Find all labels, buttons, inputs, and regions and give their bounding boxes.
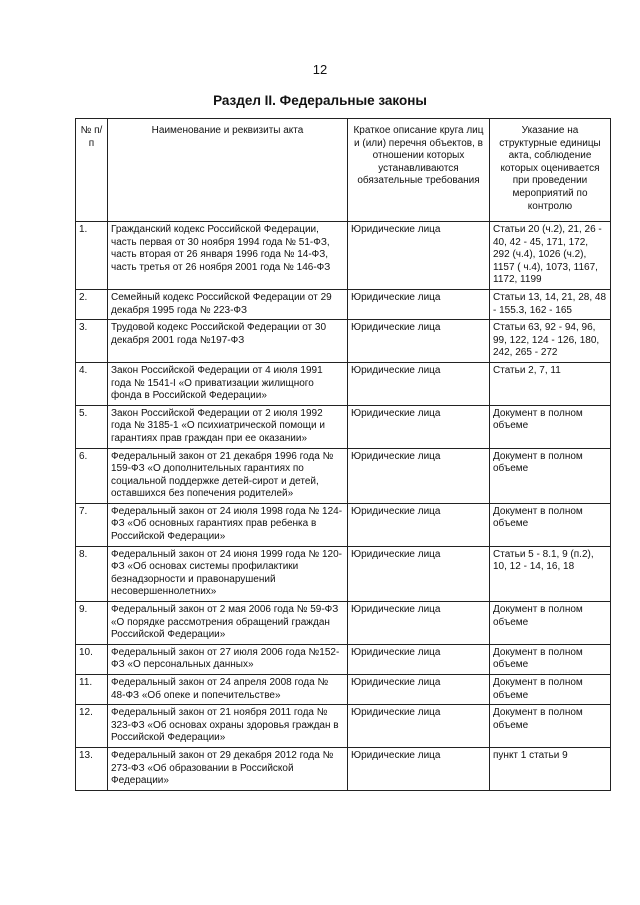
row-number: 2. — [76, 289, 108, 319]
row-number: 4. — [76, 362, 108, 405]
row-number: 12. — [76, 705, 108, 748]
act-name: Федеральный закон от 21 декабря 1996 года № 159-ФЗ «О дополнительных гарантиях по социальной поддержке детей-сирот и детей, оставшихся без попечения родителей» — [108, 448, 348, 503]
act-name: Федеральный закон от 21 ноября 2011 года № 323-ФЗ «Об основах охраны здоровья граждан в Российской Федерации» — [108, 705, 348, 748]
table-row — [76, 222, 611, 290]
act-scope: Статьи 63, 92 - 94, 96, 99, 122, 124 - 126, 180, 242, 265 - 272 — [490, 320, 611, 363]
act-name: Федеральный закон от 24 июня 1999 года № 120-ФЗ «Об основах системы профилактики безнадзорности и правонарушений несовершеннолетних» — [108, 546, 348, 601]
section-title: Раздел II. Федеральные законы — [213, 93, 427, 108]
table-row — [76, 546, 611, 601]
table-header-row — [76, 119, 611, 222]
act-description: Юридические лица — [348, 602, 490, 645]
act-name: Семейный кодекс Российской Федерации от 29 декабря 1995 года № 223-ФЗ — [108, 289, 348, 319]
row-number: 9. — [76, 602, 108, 645]
act-scope: Документ в полном объеме — [490, 405, 611, 448]
table-row — [76, 503, 611, 546]
act-scope: Статьи 5 - 8.1, 9 (п.2), 10, 12 - 14, 16, 18 — [490, 546, 611, 601]
row-number: 11. — [76, 675, 108, 705]
federal-laws-table — [75, 118, 611, 791]
act-description: Юридические лица — [348, 289, 490, 319]
act-name: Федеральный закон от 2 мая 2006 года № 59-ФЗ «О порядке рассмотрения обращений граждан Российской Федерации» — [108, 602, 348, 645]
row-number: 1. — [76, 222, 108, 290]
act-scope: Документ в полном объеме — [490, 503, 611, 546]
act-scope: Документ в полном объеме — [490, 705, 611, 748]
act-description: Юридические лица — [348, 705, 490, 748]
act-scope: Документ в полном объеме — [490, 602, 611, 645]
act-name: Закон Российской Федерации от 4 июля 1991 года № 1541-I «О приватизации жилищного фонда в Российской Федерации» — [108, 362, 348, 405]
header-act-name: Наименование и реквизиты акта — [108, 119, 348, 222]
act-scope: Статьи 13, 14, 21, 28, 48 - 155.3, 162 - 165 — [490, 289, 611, 319]
page-number: 12 — [312, 62, 328, 77]
row-number: 10. — [76, 644, 108, 674]
row-number: 6. — [76, 448, 108, 503]
act-description: Юридические лица — [348, 675, 490, 705]
act-scope: Документ в полном объеме — [490, 448, 611, 503]
table-row — [76, 675, 611, 705]
act-description: Юридические лица — [348, 448, 490, 503]
act-name: Федеральный закон от 24 июля 1998 года № 124-ФЗ «Об основных гарантиях прав ребенка в Российской Федерации» — [108, 503, 348, 546]
table-row — [76, 320, 611, 363]
act-name: Гражданский кодекс Российской Федерации, часть первая от 30 ноября 1994 года № 51-ФЗ, часть вторая от 26 января 1996 года № 14-ФЗ, часть третья от 26 ноября 2001 года № 146-ФЗ — [108, 222, 348, 290]
header-structural-units: Указание на структурные единицы акта, соблюдение которых оценивается при проведении мероприятий по контролю — [490, 119, 611, 222]
header-number: № п/п — [76, 119, 108, 222]
table-row — [76, 705, 611, 748]
row-number: 8. — [76, 546, 108, 601]
table-row — [76, 644, 611, 674]
act-scope: Документ в полном объеме — [490, 675, 611, 705]
act-name: Трудовой кодекс Российской Федерации от 30 декабря 2001 года №197-ФЗ — [108, 320, 348, 363]
act-description: Юридические лица — [348, 747, 490, 790]
row-number: 7. — [76, 503, 108, 546]
row-number: 3. — [76, 320, 108, 363]
act-name: Закон Российской Федерации от 2 июля 1992 года № 3185-1 «О психиатрической помощи и гарантиях прав граждан при ее оказании» — [108, 405, 348, 448]
act-scope: пункт 1 статьи 9 — [490, 747, 611, 790]
act-scope: Статьи 20 (ч.2), 21, 26 - 40, 42 - 45, 171, 172, 292 (ч.4), 1026 (ч.2), 1157 ( ч.4), 1073, 1167, 1172, 1199 — [490, 222, 611, 290]
act-name: Федеральный закон от 29 декабря 2012 года № 273-ФЗ «Об образовании в Российской Федерации» — [108, 747, 348, 790]
act-scope: Статьи 2, 7, 11 — [490, 362, 611, 405]
table-row — [76, 362, 611, 405]
row-number: 5. — [76, 405, 108, 448]
act-description: Юридические лица — [348, 362, 490, 405]
act-description: Юридические лица — [348, 503, 490, 546]
act-description: Юридические лица — [348, 405, 490, 448]
act-description: Юридические лица — [348, 320, 490, 363]
act-name: Федеральный закон от 24 апреля 2008 года № 48-ФЗ «Об опеке и попечительстве» — [108, 675, 348, 705]
act-scope: Документ в полном объеме — [490, 644, 611, 674]
table-row — [76, 289, 611, 319]
table-row — [76, 747, 611, 790]
table-row — [76, 602, 611, 645]
row-number: 13. — [76, 747, 108, 790]
header-description: Краткое описание круга лиц и (или) перечня объектов, в отношении которых устанавливаются обязательные требования — [348, 119, 490, 222]
table-row — [76, 448, 611, 503]
act-name: Федеральный закон от 27 июля 2006 года №152-ФЗ «О персональных данных» — [108, 644, 348, 674]
act-description: Юридические лица — [348, 222, 490, 290]
act-description: Юридические лица — [348, 644, 490, 674]
table-row — [76, 405, 611, 448]
act-description: Юридические лица — [348, 546, 490, 601]
